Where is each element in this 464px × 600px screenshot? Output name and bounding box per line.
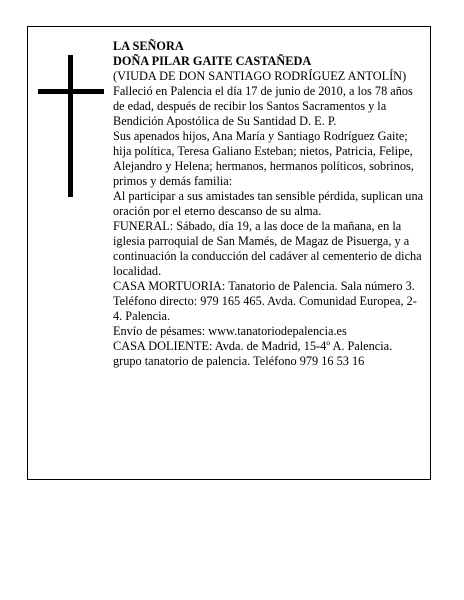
family-home-paragraph: CASA DOLIENTE: Avda. de Madrid, 15-4º A. Palencia. [113,339,393,353]
notice-title: LA SEÑORA [113,39,184,53]
deceased-name: DOÑA PILAR GAITE CASTAÑEDA [113,54,312,68]
family-paragraph: Sus apenados hijos, Ana María y Santiago Rodríguez Gaite; hija política, Teresa Galiano Esteban; nietos, Patricia, Felipe, Alejandro y Helena; hermanos, hermanos políticos, sobrinos, primos y demás familia: [113,129,414,188]
mortuary-paragraph: CASA MORTUORIA: Tanatorio de Palencia. Sala número 3. Teléfono directo: 979 165 465. Avda. Comunidad Europea, 2-4. Palencia. [113,279,417,323]
obituary-text [113,39,425,369]
widow-of-line: (VIUDA DE DON SANTIAGO RODRÍGUEZ ANTOLÍN) [113,69,407,83]
funeral-home-contact: grupo tanatorio de palencia. Teléfono 979 16 53 16 [113,354,365,368]
prayer-paragraph: Al participar a sus amistades tan sensible pérdida, suplican una oración por el eterno descanso de su alma. [113,189,424,218]
cross-vertical-bar [68,55,73,197]
cross-horizontal-bar [38,89,104,94]
condolences-link[interactable]: Envío de pésames: www.tanatoriodepalencia.es [113,324,347,338]
obituary-notice [27,26,431,480]
cross-icon [38,55,104,197]
funeral-paragraph: FUNERAL: Sábado, día 19, a las doce de la mañana, en la iglesia parroquial de San Mamés, de Magaz de Pisuerga, y a continuación la conducción del cadáver al cementerio de dicha localidad. [113,219,422,278]
death-paragraph: Falleció en Palencia el día 17 de junio de 2010, a los 78 años de edad, después de recibir los Santos Sacramentos y la Bendición Apostólica de Su Santidad D. E. P. [113,84,413,128]
